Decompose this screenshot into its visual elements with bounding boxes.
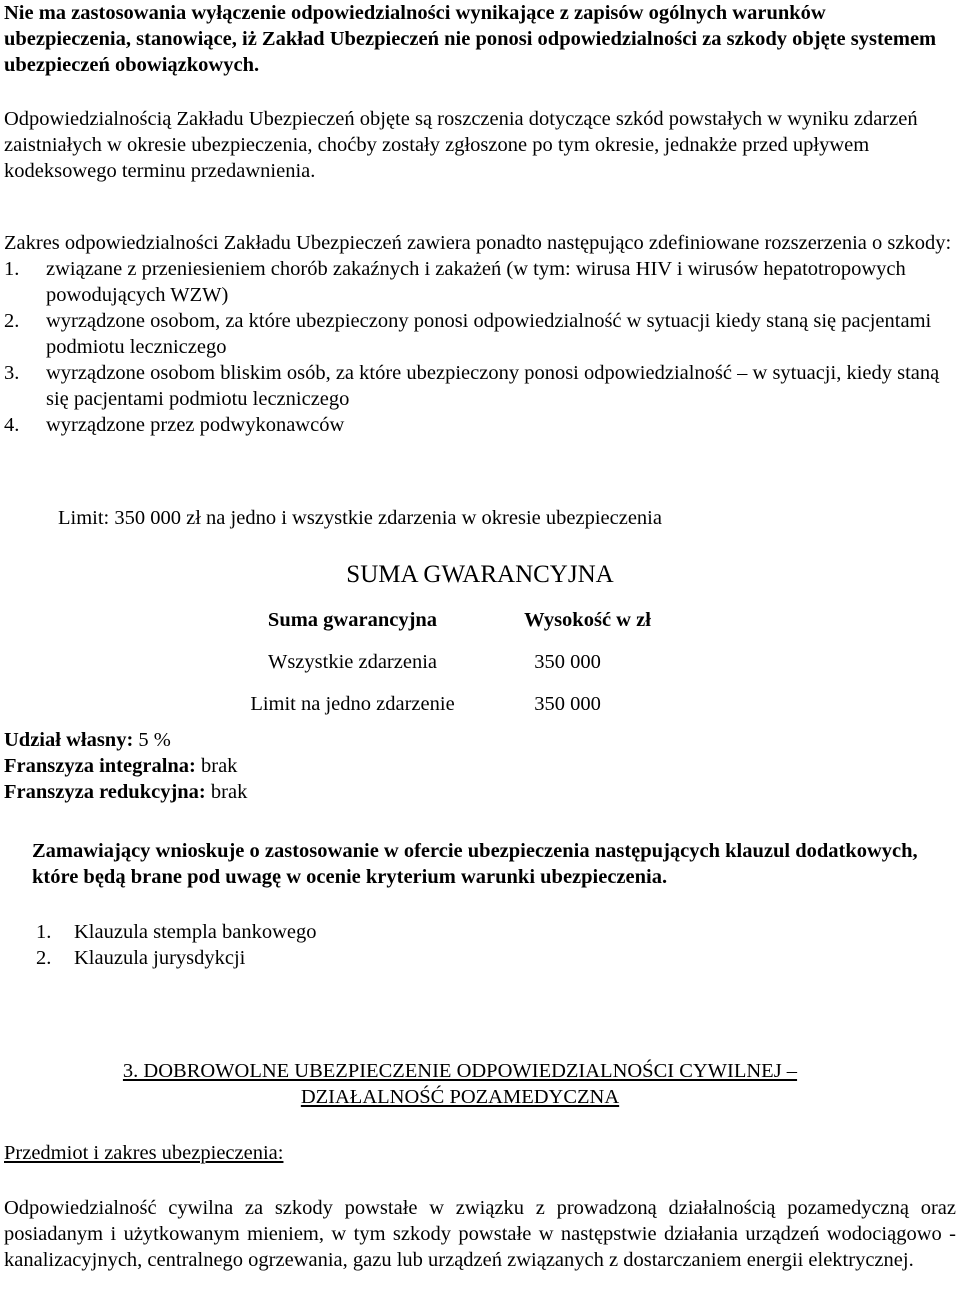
responsibility-text: Odpowiedzialnością Zakładu Ubezpieczeń objęte są roszczenia dotyczące szkód powstałych w wyniku zdarzeń zaistniałych w okresie ubezpieczenia, choćby zostały zgłoszone po tym okresie, jednakże przed upływem kodeksowego terminu przedawnienia. — [4, 108, 918, 182]
table-header-row — [225, 599, 695, 641]
table-cell: 350 000 — [534, 693, 601, 715]
deductible-row — [4, 753, 956, 779]
suma-table — [225, 599, 695, 725]
list-item — [4, 308, 956, 360]
deductible-label: Franszyza integralna: — [4, 755, 196, 777]
deductible-label: Udział własny: — [4, 729, 134, 751]
table-header-cell: Suma gwarancyjna — [267, 609, 438, 631]
intro-text: Nie ma zastosowania wyłączenie odpowiedzialności wynikające z zapisów ogólnych warunków ubezpieczenia, stanowiące, iż Zakład Ubezpieczeń nie ponosi odpowiedzialności za szkody objęte systemem ubezpieczeń obowiązkowych. — [4, 2, 937, 76]
list-number: 3. — [4, 362, 20, 384]
subject-heading-text: Przedmiot i zakres ubezpieczenia: — [4, 1142, 284, 1164]
limit-text: Limit: 350 000 zł na jedno i wszystkie zdarzenia w okresie ubezpieczenia — [58, 507, 662, 529]
section3-title — [0, 1058, 920, 1110]
deductible-row — [4, 779, 956, 805]
list-number: 2. — [36, 947, 52, 969]
list-item — [36, 919, 636, 945]
list-text: Klauzula stempla bankowego — [74, 921, 317, 943]
clauses-intro — [32, 838, 932, 890]
clauses-list — [36, 919, 636, 971]
table-header-cell: Wysokość w zł — [524, 609, 651, 631]
scope-section — [4, 230, 956, 438]
clauses-intro-text: Zamawiający wnioskuje o zastosowanie w ofercie ubezpieczenia następujących klauzul dodatkowych, które będą brane pod uwagę w ocenie kryterium warunki ubezpieczenia. — [32, 840, 918, 888]
list-item — [4, 360, 956, 412]
deductibles — [4, 727, 956, 805]
extensions-list — [4, 256, 956, 438]
scope-text: Zakres odpowiedzialności Zakładu Ubezpieczeń zawiera ponadto następująco zdefiniowane rozszerzenia o szkody: — [4, 232, 952, 254]
table-cell: Wszystkie zdarzenia — [267, 651, 438, 673]
list-item — [36, 945, 636, 971]
deductible-value: brak — [205, 781, 248, 803]
list-number: 1. — [4, 258, 20, 280]
deductible-value: 5 % — [133, 729, 171, 751]
limit-line — [58, 505, 938, 531]
table-row — [225, 683, 695, 725]
list-text: wyrządzone przez podwykonawców — [46, 414, 345, 436]
table-cell: Limit na jedno zdarzenie — [250, 693, 455, 715]
suma-heading — [0, 560, 960, 590]
subject-text: Odpowiedzialność cywilna za szkody powstałe w związku z prowadzoną działalnością pozamedyczną oraz posiadanym i użytkowanym mieniem, w tym szkody powstałe w następstwie działania urządzeń wodociągowo - kanalizacyjnych, centralnego ogrzewania, gazu lub urządzeń związanych z dostarczaniem energii elektrycznej. — [4, 1197, 956, 1271]
list-item — [4, 412, 956, 438]
intro-paragraph — [4, 0, 956, 78]
list-text: Klauzula jurysdykcji — [74, 947, 246, 969]
subject-heading — [4, 1140, 956, 1166]
list-item — [4, 256, 956, 308]
list-text: wyrządzone osobom bliskim osób, za które ubezpieczony ponosi odpowiedzialność – w sytuacji, kiedy staną się pacjentami podmiotu leczniczego — [46, 362, 940, 410]
list-text: wyrządzone osobom, za które ubezpieczony ponosi odpowiedzialność w sytuacji kiedy staną się pacjentami podmiotu leczniczego — [46, 310, 932, 358]
list-number: 1. — [36, 921, 52, 943]
section3-title-line2: DZIAŁALNOŚĆ POZAMEDYCZNA — [300, 1086, 620, 1108]
subject-paragraph — [4, 1195, 956, 1273]
section3-title-line1: 3. DOBROWOLNE UBEZPIECZENIE ODPOWIEDZIALNOŚCI CYWILNEJ – — [122, 1060, 798, 1082]
deductible-row — [4, 727, 956, 753]
table-cell: 350 000 — [534, 651, 601, 673]
responsibility-paragraph — [4, 106, 956, 184]
list-number: 2. — [4, 310, 20, 332]
deductible-label: Franszyza redukcyjna: — [4, 781, 206, 803]
deductible-value: brak — [195, 755, 238, 777]
list-number: 4. — [4, 414, 20, 436]
table-row — [225, 641, 695, 683]
suma-heading-text: SUMA GWARANCYJNA — [346, 561, 614, 588]
list-text: związane z przeniesieniem chorób zakaźnych i zakażeń (w tym: wirusa HIV i wirusów hepatotropowych powodujących WZW) — [46, 258, 906, 306]
